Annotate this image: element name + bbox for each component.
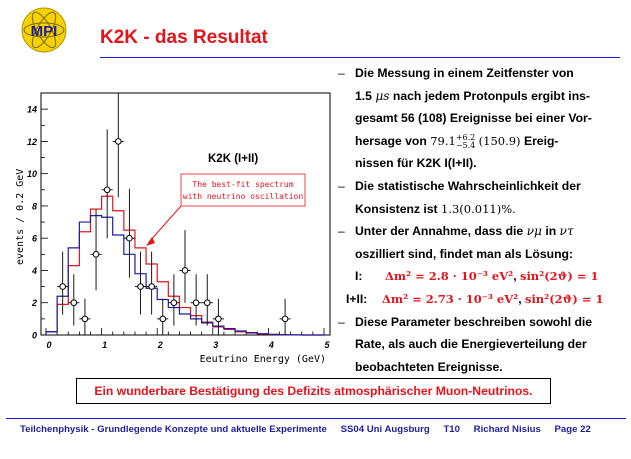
uncertainty [456,134,475,150]
formula-dm2: Δm² = 2.8 · 10⁻³ eV² [385,269,514,284]
math-span: μs [375,88,390,103]
data-marker [182,268,188,274]
text-span: Konsistenz ist [355,201,438,216]
y-tick-label: 10 [26,169,37,180]
data-point [113,93,124,197]
formula-sin: sin²(2ϑ) = 1 [519,269,599,284]
logo-text: MPI [30,23,58,40]
bullet-oscillation [333,220,625,310]
math-span: νμ [526,224,542,239]
data-point [68,274,79,325]
data-marker [93,252,99,258]
math-span: ντ [559,224,574,239]
formula-dm2: Δm² = 2.73 · 10⁻³ eV² [382,291,519,306]
data-marker [82,316,88,322]
data-point [102,129,113,238]
y-tick-label: 4 [31,265,37,276]
x-tick-label: 5 [324,340,330,350]
bullet-line: Die Messung in einem Zeitfenster von [355,66,574,80]
data-marker [171,300,177,306]
y-tick-label: 6 [31,233,37,244]
footer-course: Teilchenphysik - Grundlegende Konzepte und aktuelle Experimente [20,424,327,435]
data-point [57,252,68,315]
data-marker [204,300,210,306]
data-marker [160,316,166,322]
math-span: (150.9) [478,133,521,148]
y-tick-label: 2 [31,298,37,309]
formula-label: I: [355,269,363,284]
text-span: in [545,224,557,239]
data-point [124,189,135,278]
data-marker [71,300,77,306]
bullet-measurement [333,62,625,175]
bullet-line [355,198,625,221]
x-tick-label: 3 [213,340,219,350]
y-tick-label: 8 [31,201,37,212]
data-marker [138,284,144,290]
bullet-probability [333,175,625,220]
data-marker [193,300,199,306]
y-tick-label: 0 [31,330,37,341]
data-marker [149,284,155,290]
bullet-dash: – [338,224,345,239]
bullet-line [355,130,625,153]
bullet-dash: – [338,314,345,329]
formula-line-1: I: Δm² = 2.8 · 10⁻³ eV², sin²(2ϑ) = 1 [355,265,625,288]
annotation-line-1: The best-fit spectrum [192,180,294,189]
plot-frame [41,93,330,335]
x-axis-label: Eeutrino Energy (GeV) [199,354,326,365]
footer-slide: T10 [443,424,460,435]
footer-author: Richard Nisius [473,424,541,435]
bullet-line [355,220,625,243]
formula-line-2: I+II: Δm² = 2.73 · 10⁻³ eV², sin²(2ϑ) = 1 [355,288,625,311]
x-tick-label: 0 [46,340,52,350]
text-span: Ereig- [523,133,559,148]
oscillation-annotation [146,174,305,246]
bullet-line: gesamt 56 (108) Ereignisse bei einer Vor- [355,111,592,126]
formula-sin: sin²(2ϑ) = 1 [524,291,604,306]
footer-divider [6,418,626,419]
bullet-list [333,62,625,378]
y-tick-label: 14 [26,104,37,115]
math-span: 1.3(0.011)%. [441,201,516,216]
data-marker [127,235,133,241]
text-span: hersage von [355,133,427,148]
data-point [280,299,291,335]
data-marker [104,187,110,193]
data-marker [115,139,121,145]
formula-label: I+II: [346,291,368,306]
bullet-dash: – [338,178,345,193]
bullet-line: beobachteten Ereignisse. [355,359,503,374]
y-axis-label [15,169,26,265]
uncertainty-down: −5.4 [455,140,476,150]
data-point [191,274,202,325]
math-span: 79.1 [430,133,456,148]
dataset-label: K2K (I+II) [208,153,259,165]
data-marker [216,316,222,322]
bullet-line [355,85,625,108]
data-marker [60,284,66,290]
footer [20,424,620,435]
data-point [157,299,168,335]
footer-term: SS04 Uni Augsburg [340,424,430,435]
bullet-line: Rate, als auch die Energieverteilung der [355,337,587,352]
uncertainty-up: +6.2 [455,132,476,142]
x-tick-label: 4 [268,340,274,350]
data-point [202,274,213,325]
data-point [179,230,190,303]
y-tick-labels [27,105,38,341]
bullet-line: oszilliert sind, findet man als Lösung: [355,246,574,261]
y-axis-label-text: events / 0.2 GeV [15,168,26,265]
data-point [146,252,157,315]
data-point [79,299,90,335]
x-tick-label: 2 [157,340,163,350]
data-point [90,209,101,290]
footer-page: Page 22 [554,424,591,435]
text-span: nach jedem Protonpuls ergibt ins- [392,88,590,103]
bullet-line: Die statistische Wahrscheinlichkeit der [355,178,581,193]
energy-spectrum-chart [8,80,340,370]
text-span: 1.5 [355,88,372,103]
bullet-line: Diese Parameter beschreiben sowohl die [355,314,593,329]
y-tick-label: 12 [26,136,37,147]
page-title: K2K - das Resultat [100,27,268,48]
annotation-line-2: with neutrino oscillation [182,192,304,201]
data-point [135,252,146,315]
conclusion-box: Ein wunderbare Bestätigung des Defizits atmosphärischer Muon-Neutrinos. [76,378,551,404]
bullet-line: nissen für K2K I(I+II). [355,156,477,171]
bullet-parameters [333,311,625,379]
data-point [168,274,179,325]
data-marker [282,316,288,322]
title-divider [100,57,620,58]
mpi-logo [20,6,68,54]
axis-ticks [41,93,324,335]
data-point [213,299,224,335]
bullet-dash: – [338,66,345,80]
x-tick-label: 1 [102,340,108,350]
x-tick-labels [46,340,330,350]
text-span: Unter der Annahme, dass die [355,224,524,239]
